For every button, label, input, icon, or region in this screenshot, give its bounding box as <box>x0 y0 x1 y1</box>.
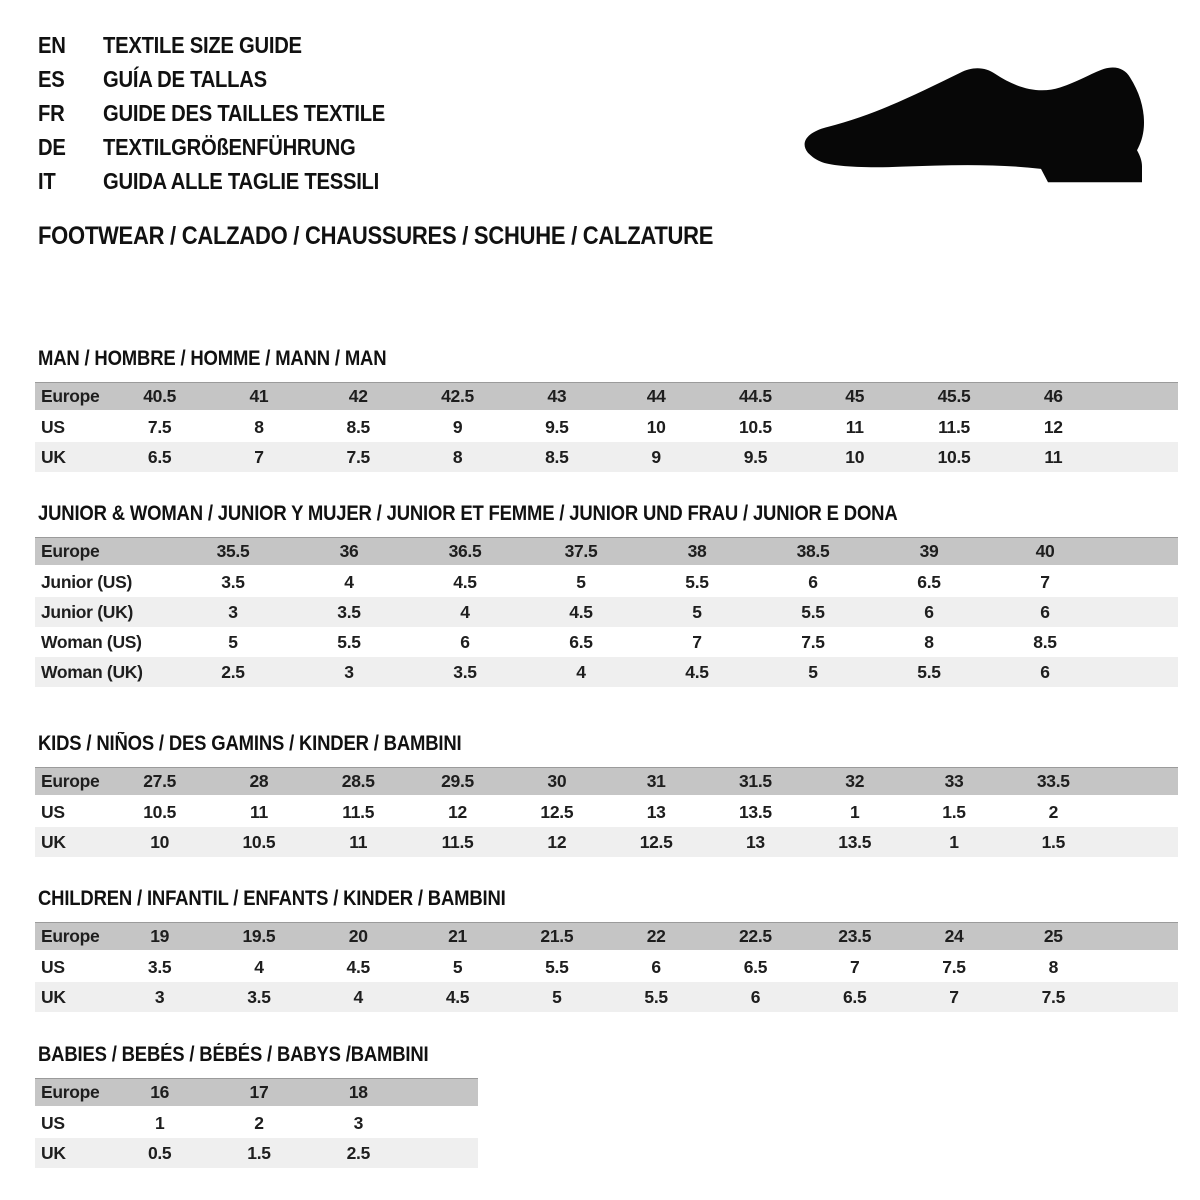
size-cell: 4 <box>407 597 523 627</box>
size-cell: 5.5 <box>755 597 871 627</box>
size-cell: 33.5 <box>1004 767 1103 797</box>
size-cell: 6 <box>987 657 1103 687</box>
language-row <box>38 96 424 130</box>
section-title <box>38 733 1178 755</box>
size-cell: 40 <box>987 537 1103 567</box>
size-cell: 8 <box>209 412 308 442</box>
filler-cell <box>408 1078 478 1108</box>
language-row <box>38 130 424 164</box>
size-cell: 1.5 <box>1004 827 1103 857</box>
table-row <box>35 982 1178 1012</box>
size-cell: 5 <box>639 597 755 627</box>
filler-cell <box>1103 827 1178 857</box>
size-cell: 4.5 <box>639 657 755 687</box>
size-cell: 9.5 <box>706 442 805 472</box>
size-cell: 45.5 <box>904 382 1003 412</box>
size-cell: 23.5 <box>805 922 904 952</box>
size-cell: 7.5 <box>309 442 408 472</box>
size-cell: 1 <box>110 1108 209 1138</box>
table-row <box>35 1108 478 1138</box>
filler-cell <box>1103 657 1178 687</box>
table-row <box>35 382 1178 412</box>
size-cell: 6.5 <box>706 952 805 982</box>
size-cell: 22.5 <box>706 922 805 952</box>
size-cell: 6 <box>755 567 871 597</box>
size-cell: 5.5 <box>507 952 606 982</box>
size-cell: 31.5 <box>706 767 805 797</box>
size-cell: 30 <box>507 767 606 797</box>
size-cell: 5.5 <box>871 657 987 687</box>
language-row <box>38 28 424 62</box>
size-cell: 7 <box>805 952 904 982</box>
size-cell: 7 <box>987 567 1103 597</box>
category-title-text: FOOTWEAR / CALZADO / CHAUSSURES / SCHUHE / CALZATURE <box>38 222 714 250</box>
size-cell: 3 <box>175 597 291 627</box>
size-table-children <box>35 922 1178 1012</box>
size-cell: 38 <box>639 537 755 567</box>
size-cell: 10.5 <box>110 797 209 827</box>
size-cell: 6 <box>987 597 1103 627</box>
table-row <box>35 1138 478 1168</box>
table-row <box>35 537 1178 567</box>
size-cell: 8.5 <box>987 627 1103 657</box>
size-cell: 10 <box>805 442 904 472</box>
size-cell: 40.5 <box>110 382 209 412</box>
table-row <box>35 567 1178 597</box>
size-cell: 42 <box>309 382 408 412</box>
size-cell: 3.5 <box>175 567 291 597</box>
size-cell: 9 <box>408 412 507 442</box>
size-cell: 29.5 <box>408 767 507 797</box>
row-label-cell: Europe <box>35 1078 110 1108</box>
size-cell: 10 <box>110 827 209 857</box>
size-cell: 2.5 <box>309 1138 408 1168</box>
filler-cell <box>1103 597 1178 627</box>
size-cell: 4.5 <box>408 982 507 1012</box>
row-label-cell: US <box>35 952 110 982</box>
size-cell: 7.5 <box>755 627 871 657</box>
size-cell: 11 <box>309 827 408 857</box>
size-cell: 32 <box>805 767 904 797</box>
size-cell: 10 <box>606 412 705 442</box>
section-kids <box>35 733 1178 857</box>
size-cell: 20 <box>309 922 408 952</box>
table-row <box>35 412 1178 442</box>
filler-cell <box>1103 982 1178 1012</box>
size-cell: 8.5 <box>507 442 606 472</box>
size-cell: 7 <box>904 982 1003 1012</box>
size-cell: 27.5 <box>110 767 209 797</box>
row-label-cell: UK <box>35 442 110 472</box>
size-cell: 41 <box>209 382 308 412</box>
size-cell: 6.5 <box>805 982 904 1012</box>
row-label-cell: Europe <box>35 767 110 797</box>
size-cell: 6 <box>706 982 805 1012</box>
section-title-text: MAN / HOMBRE / HOMME / MANN / MAN <box>38 347 387 370</box>
size-table-kids <box>35 767 1178 857</box>
size-cell: 3.5 <box>110 952 209 982</box>
size-cell: 9 <box>606 442 705 472</box>
size-cell: 12 <box>507 827 606 857</box>
size-cell: 0.5 <box>110 1138 209 1168</box>
size-cell: 12.5 <box>507 797 606 827</box>
size-cell: 4.5 <box>309 952 408 982</box>
size-cell: 39 <box>871 537 987 567</box>
filler-cell <box>1103 797 1178 827</box>
size-cell: 3 <box>291 657 407 687</box>
language-label: TEXTILE SIZE GUIDE <box>103 32 302 58</box>
size-cell: 45 <box>805 382 904 412</box>
table-row <box>35 657 1178 687</box>
size-cell: 24 <box>904 922 1003 952</box>
filler-cell <box>1103 767 1178 797</box>
size-cell: 3.5 <box>407 657 523 687</box>
row-label-cell: Junior (US) <box>35 567 175 597</box>
size-cell: 5 <box>507 982 606 1012</box>
size-cell: 44.5 <box>706 382 805 412</box>
row-label-cell: US <box>35 797 110 827</box>
language-code: ES <box>38 66 65 92</box>
size-table-junior-woman <box>35 537 1178 687</box>
size-cell: 13.5 <box>706 797 805 827</box>
size-cell: 43 <box>507 382 606 412</box>
size-cell: 13 <box>606 797 705 827</box>
size-cell: 1 <box>904 827 1003 857</box>
filler-cell <box>1103 442 1178 472</box>
size-cell: 7 <box>209 442 308 472</box>
size-cell: 38.5 <box>755 537 871 567</box>
row-label-cell: Woman (US) <box>35 627 175 657</box>
size-cell: 36 <box>291 537 407 567</box>
size-cell: 46 <box>1004 382 1103 412</box>
size-cell: 5 <box>523 567 639 597</box>
size-cell: 11.5 <box>408 827 507 857</box>
size-cell: 6.5 <box>523 627 639 657</box>
table-row <box>35 442 1178 472</box>
size-cell: 5.5 <box>606 982 705 1012</box>
size-cell: 9.5 <box>507 412 606 442</box>
section-title-text: JUNIOR & WOMAN / JUNIOR Y MUJER / JUNIOR ET FEMME / JUNIOR UND FRAU / JUNIOR E DONA <box>38 502 898 525</box>
row-label-cell: UK <box>35 982 110 1012</box>
size-cell: 8 <box>1004 952 1103 982</box>
size-cell: 19.5 <box>209 922 308 952</box>
size-cell: 37.5 <box>523 537 639 567</box>
row-label-cell: Junior (UK) <box>35 597 175 627</box>
size-cell: 2 <box>1004 797 1103 827</box>
size-cell: 42.5 <box>408 382 507 412</box>
size-cell: 17 <box>209 1078 308 1108</box>
size-cell: 3.5 <box>209 982 308 1012</box>
row-label-cell: Europe <box>35 922 110 952</box>
section-title-text: CHILDREN / INFANTIL / ENFANTS / KINDER / BAMBINI <box>38 887 506 910</box>
table-row <box>35 767 1178 797</box>
table-row <box>35 597 1178 627</box>
section-title-text: KIDS / NIÑOS / DES GAMINS / KINDER / BAMBINI <box>38 732 462 755</box>
size-cell: 11 <box>805 412 904 442</box>
size-cell: 8 <box>408 442 507 472</box>
section-title <box>38 1044 482 1066</box>
size-cell: 3 <box>309 1108 408 1138</box>
size-cell: 28.5 <box>309 767 408 797</box>
filler-cell <box>1103 627 1178 657</box>
size-cell: 8 <box>871 627 987 657</box>
size-cell: 44 <box>606 382 705 412</box>
size-cell: 36.5 <box>407 537 523 567</box>
row-label-cell: US <box>35 1108 110 1138</box>
language-label: GUIDE DES TAILLES TEXTILE <box>103 100 386 126</box>
language-code: IT <box>38 168 56 194</box>
section-junior-woman <box>35 503 1178 687</box>
language-code: DE <box>38 134 66 160</box>
row-label-cell: UK <box>35 1138 110 1168</box>
size-cell: 10.5 <box>904 442 1003 472</box>
row-label-cell: Europe <box>35 382 110 412</box>
size-cell: 13 <box>706 827 805 857</box>
language-code: EN <box>38 32 66 58</box>
table-row <box>35 1078 478 1108</box>
size-cell: 10.5 <box>706 412 805 442</box>
size-cell: 11.5 <box>309 797 408 827</box>
section-title <box>38 348 1178 370</box>
row-label-cell: Europe <box>35 537 175 567</box>
size-cell: 8.5 <box>309 412 408 442</box>
size-cell: 33 <box>904 767 1003 797</box>
section-title <box>38 503 1178 525</box>
size-cell: 6 <box>606 952 705 982</box>
size-cell: 7.5 <box>110 412 209 442</box>
size-cell: 31 <box>606 767 705 797</box>
size-cell: 3.5 <box>291 597 407 627</box>
row-label-cell: UK <box>35 827 110 857</box>
language-row <box>38 164 424 198</box>
language-title-block <box>38 28 424 198</box>
size-cell: 21 <box>408 922 507 952</box>
size-cell: 5.5 <box>639 567 755 597</box>
filler-cell <box>1103 382 1178 412</box>
size-cell: 4.5 <box>407 567 523 597</box>
section-babies <box>35 1044 482 1168</box>
size-cell: 7 <box>639 627 755 657</box>
category-title <box>38 222 805 250</box>
size-cell: 19 <box>110 922 209 952</box>
size-cell: 25 <box>1004 922 1103 952</box>
size-cell: 1.5 <box>904 797 1003 827</box>
filler-cell <box>1103 537 1178 567</box>
size-cell: 28 <box>209 767 308 797</box>
section-man <box>35 348 1178 472</box>
language-label: TEXTILGRÖßENFÜHRUNG <box>103 134 356 160</box>
table-row <box>35 797 1178 827</box>
size-cell: 4 <box>209 952 308 982</box>
size-cell: 12 <box>1004 412 1103 442</box>
size-cell: 1 <box>805 797 904 827</box>
size-cell: 4.5 <box>523 597 639 627</box>
size-cell: 4 <box>523 657 639 687</box>
filler-cell <box>1103 952 1178 982</box>
size-cell: 6 <box>407 627 523 657</box>
size-cell: 6.5 <box>871 567 987 597</box>
size-cell: 5 <box>175 627 291 657</box>
size-cell: 5 <box>755 657 871 687</box>
size-cell: 2 <box>209 1108 308 1138</box>
size-cell: 16 <box>110 1078 209 1108</box>
row-label-cell: US <box>35 412 110 442</box>
size-cell: 21.5 <box>507 922 606 952</box>
size-cell: 5.5 <box>291 627 407 657</box>
size-cell: 3 <box>110 982 209 1012</box>
row-label-cell: Woman (UK) <box>35 657 175 687</box>
size-cell: 22 <box>606 922 705 952</box>
size-cell: 5 <box>408 952 507 982</box>
table-row <box>35 827 1178 857</box>
section-title-text: BABIES / BEBÉS / BÉBÉS / BABYS /BAMBINI <box>38 1043 429 1066</box>
size-cell: 4 <box>309 982 408 1012</box>
size-cell: 6 <box>871 597 987 627</box>
size-cell: 11 <box>209 797 308 827</box>
section-children <box>35 888 1178 1012</box>
table-row <box>35 952 1178 982</box>
table-row <box>35 922 1178 952</box>
size-cell: 11.5 <box>904 412 1003 442</box>
size-cell: 6.5 <box>110 442 209 472</box>
size-table-man <box>35 382 1178 472</box>
size-cell: 4 <box>291 567 407 597</box>
size-cell: 11 <box>1004 442 1103 472</box>
table-row <box>35 627 1178 657</box>
section-title <box>38 888 1178 910</box>
size-cell: 2.5 <box>175 657 291 687</box>
shoe-icon <box>730 48 1150 208</box>
size-cell: 1.5 <box>209 1138 308 1168</box>
size-cell: 7.5 <box>904 952 1003 982</box>
language-code: FR <box>38 100 65 126</box>
size-cell: 13.5 <box>805 827 904 857</box>
filler-cell <box>408 1138 478 1168</box>
size-cell: 35.5 <box>175 537 291 567</box>
size-cell: 7.5 <box>1004 982 1103 1012</box>
size-cell: 12 <box>408 797 507 827</box>
size-cell: 10.5 <box>209 827 308 857</box>
filler-cell <box>1103 412 1178 442</box>
language-label: GUIDA ALLE TAGLIE TESSILI <box>103 168 380 194</box>
size-cell: 18 <box>309 1078 408 1108</box>
filler-cell <box>1103 567 1178 597</box>
size-table-babies <box>35 1078 478 1168</box>
filler-cell <box>1103 922 1178 952</box>
language-row <box>38 62 424 96</box>
language-label: GUÍA DE TALLAS <box>103 66 267 92</box>
filler-cell <box>408 1108 478 1138</box>
size-cell: 12.5 <box>606 827 705 857</box>
